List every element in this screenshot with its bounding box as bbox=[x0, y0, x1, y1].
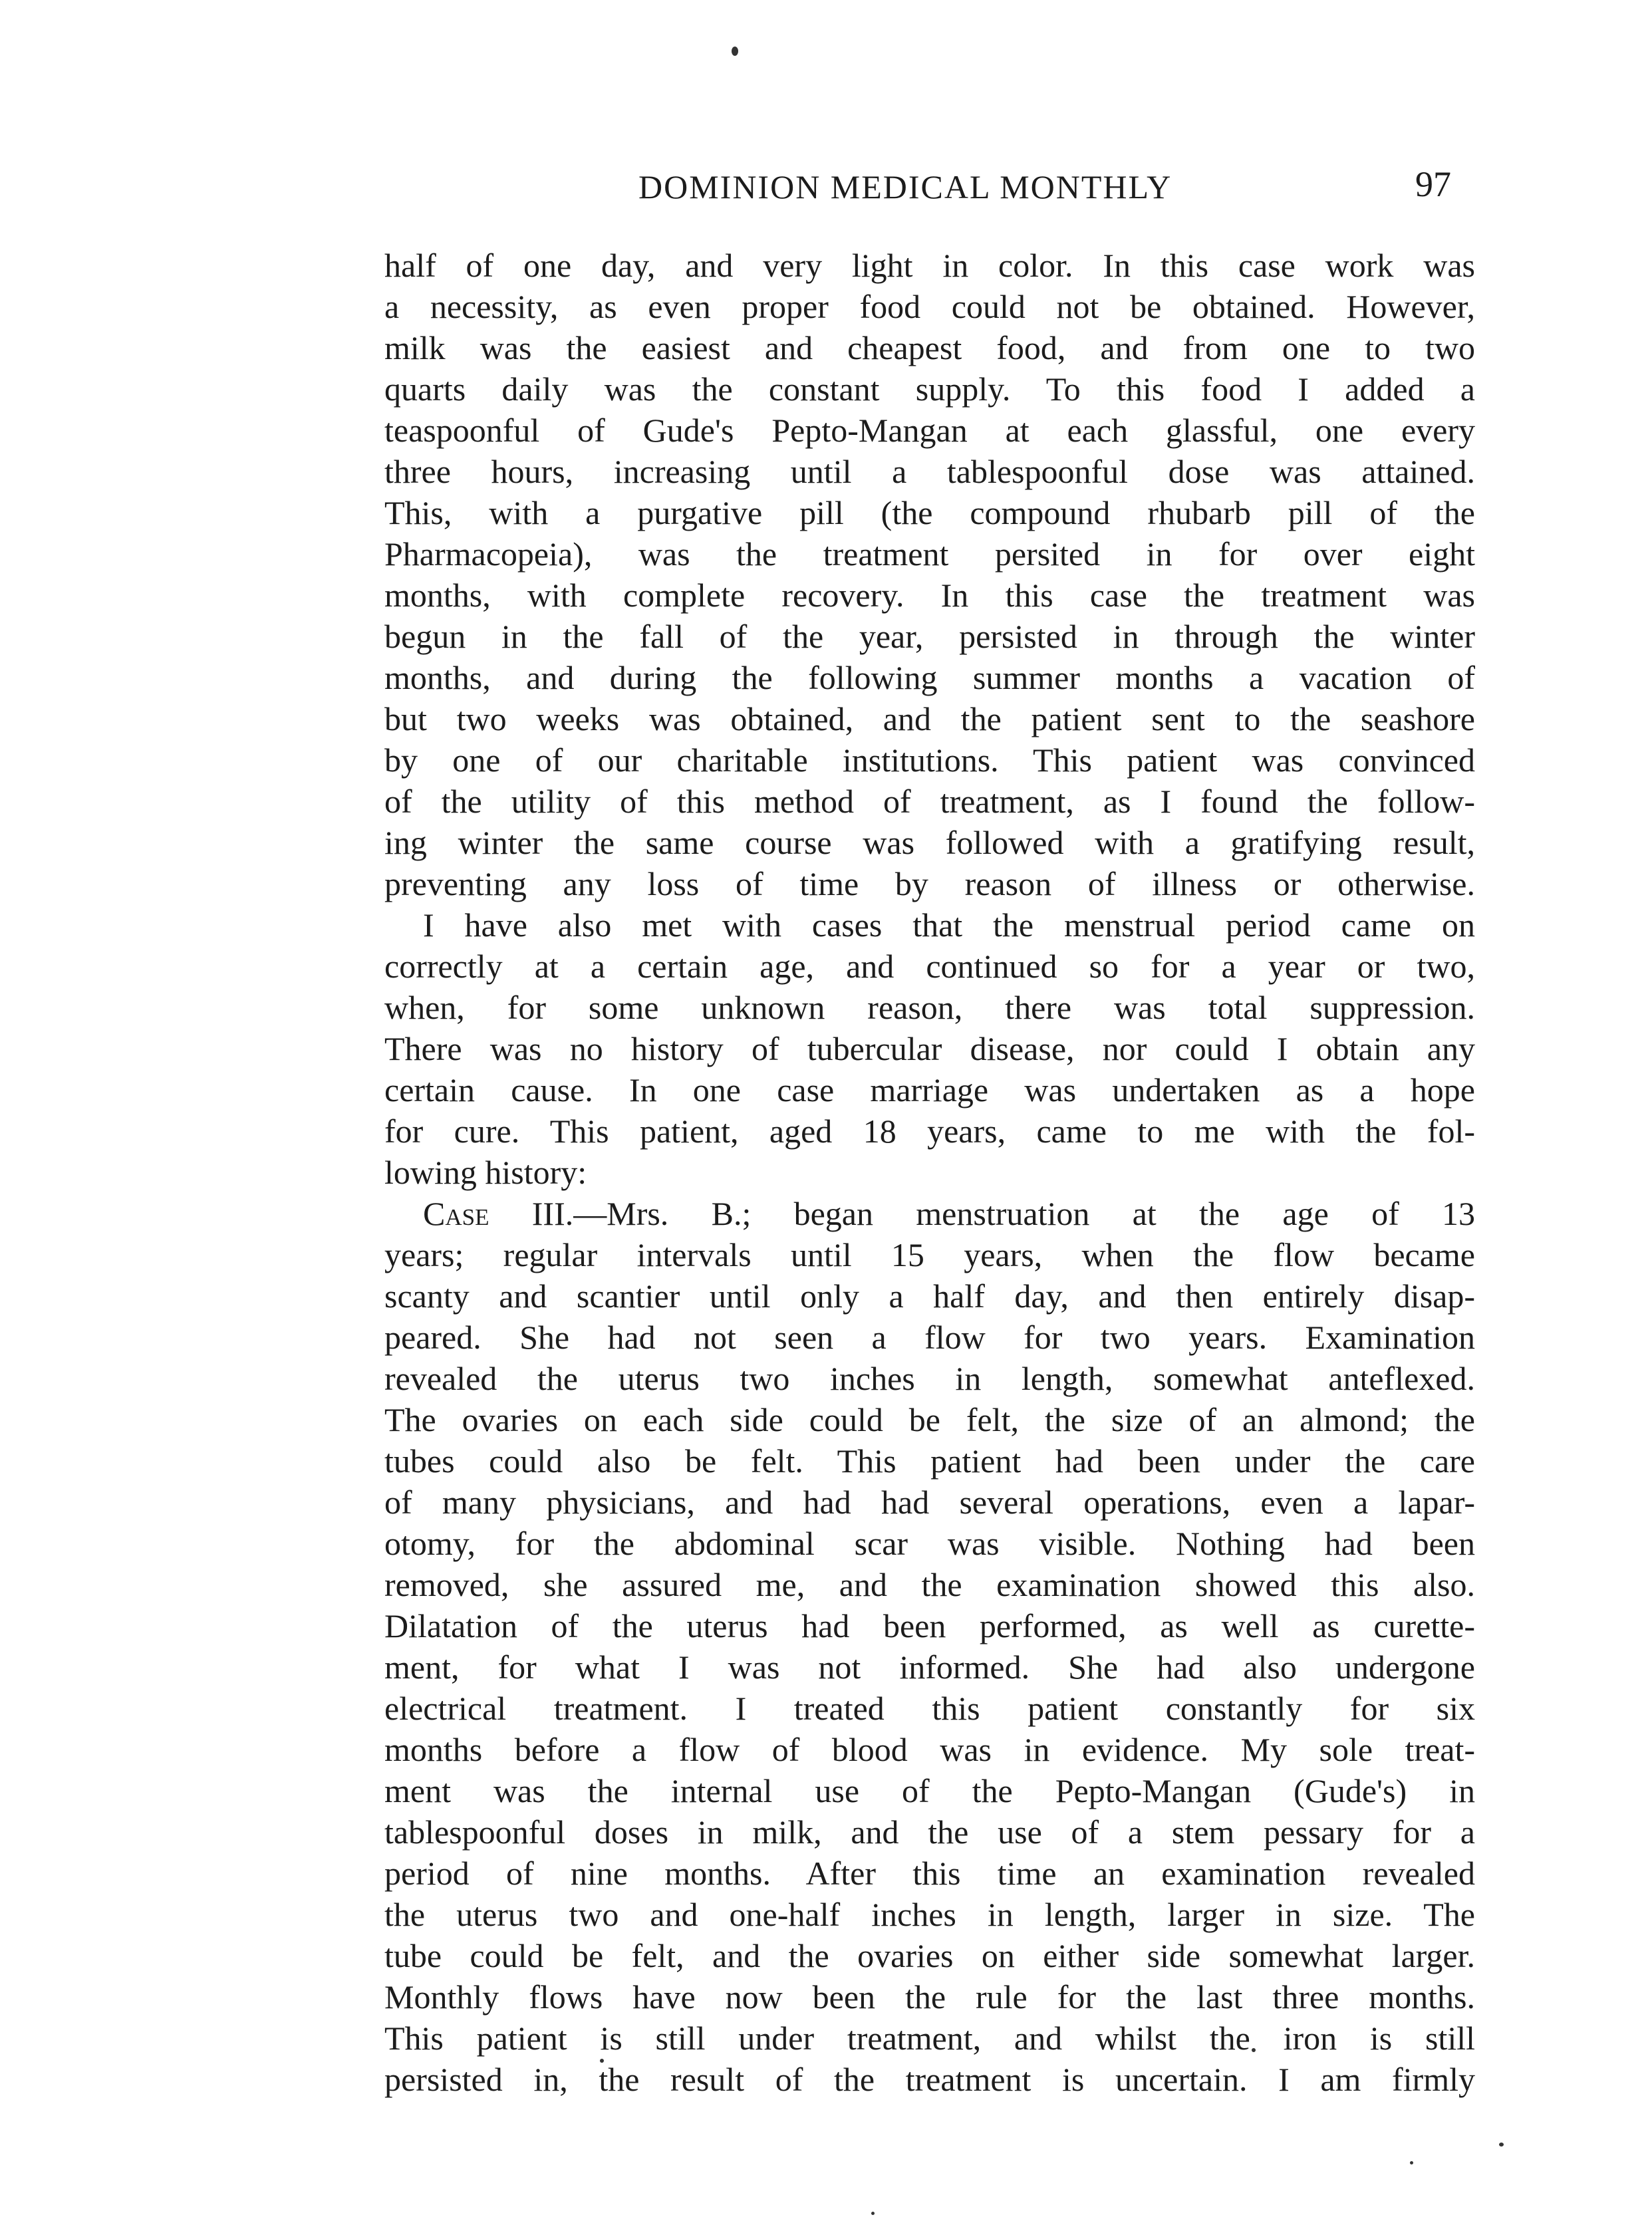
text-line: scanty and scantier until only a half day, and then entirely disap- bbox=[384, 1277, 1475, 1315]
text-line: lowing history: bbox=[384, 1154, 587, 1191]
ink-speck bbox=[1499, 2143, 1504, 2147]
text-line: quarts daily was the constant supply. To this food I added a bbox=[384, 370, 1475, 408]
text-line: ment was the internal use of the Pepto-Mangan (Gude's) in bbox=[384, 1772, 1475, 1809]
text-line: persisted in, the result of the treatment is uncertain. I am firmly bbox=[384, 2061, 1475, 2098]
running-title: DOMINION MEDICAL MONTHLY bbox=[638, 168, 1172, 205]
text-line: ing winter the same course was followed with a gratifying result, bbox=[384, 824, 1475, 861]
text-line: This, with a purgative pill (the compound rhubarb pill of the bbox=[384, 494, 1475, 531]
text-line: removed, she assured me, and the examination showed this also. bbox=[384, 1566, 1475, 1603]
text-line: when, for some unknown reason, there was total suppression. bbox=[384, 989, 1475, 1026]
text-line: tablespoonful doses in milk, and the use of a stem pessary for a bbox=[384, 1813, 1475, 1851]
text-line: months, and during the following summer months a vacation of bbox=[384, 659, 1475, 696]
text-line: months before a flow of blood was in evidence. My sole treat- bbox=[384, 1731, 1475, 1768]
ink-speck bbox=[871, 2212, 875, 2215]
text-line: of many physicians, and had had several operations, even a lapar- bbox=[384, 1484, 1475, 1521]
text-line: I have also met with cases that the menstrual period came on bbox=[423, 906, 1475, 944]
text-line: half of one day, and very light in color. In this case work was bbox=[384, 247, 1475, 284]
text-line: ment, for what I was not informed. She had also undergone bbox=[384, 1648, 1475, 1686]
ink-speck bbox=[732, 47, 738, 56]
text-line: certain cause. In one case marriage was undertaken as a hope bbox=[384, 1071, 1475, 1109]
text-line: begun in the fall of the year, persisted in through the winter bbox=[384, 618, 1475, 655]
text-line: This patient is still under treatment, and whilst the iron is still bbox=[384, 2020, 1475, 2057]
text-line: tube could be felt, and the ovaries on either side somewhat larger. bbox=[384, 1937, 1475, 1974]
case-label: Case bbox=[423, 1195, 489, 1232]
text-line: III.—Mrs. B.; began menstruation at the age of 13 bbox=[531, 1195, 1476, 1232]
text-line: the uterus two and one-half inches in length, larger in size. The bbox=[384, 1896, 1475, 1933]
text-line: electrical treatment. I treated this patient constantly for six bbox=[384, 1690, 1475, 1727]
text-line: Dilatation of the uterus had been performed, as well as curette- bbox=[384, 1607, 1475, 1644]
text-line: revealed the uterus two inches in length, somewhat anteflexed. bbox=[384, 1360, 1475, 1397]
text-line: a necessity, as even proper food could not be obtained. However, bbox=[384, 288, 1475, 325]
text-line: milk was the easiest and cheapest food, and from one to two bbox=[384, 329, 1475, 366]
case-heading-line bbox=[384, 1193, 1475, 1234]
text-line: period of nine months. After this time an examination revealed bbox=[384, 1855, 1475, 1892]
body-text bbox=[384, 245, 1475, 2100]
text-line: preventing any loss of time by reason of illness or otherwise. bbox=[384, 865, 1475, 902]
text-line: otomy, for the abdominal scar was visible. Nothing had been bbox=[384, 1525, 1475, 1562]
text-line: tubes could also be felt. This patient had been under the care bbox=[384, 1442, 1475, 1480]
text-line: There was no history of tubercular disease, nor could I obtain any bbox=[384, 1030, 1475, 1067]
text-line: Monthly flows have now been the rule for the last three months. bbox=[384, 1978, 1475, 2016]
text-line: but two weeks was obtained, and the patient sent to the seashore bbox=[384, 700, 1475, 737]
text-line: for cure. This patient, aged 18 years, came to me with the fol- bbox=[384, 1112, 1475, 1150]
text-line: months, with complete recovery. In this case the treatment was bbox=[384, 577, 1475, 614]
text-line: Pharmacopeia), was the treatment persited in for over eight bbox=[384, 535, 1475, 573]
text-line: teaspoonful of Gude's Pepto-Mangan at each glassful, one every bbox=[384, 412, 1475, 449]
text-line: of the utility of this method of treatment, as I found the follow- bbox=[384, 783, 1475, 820]
text-line: by one of our charitable institutions. This patient was convinced bbox=[384, 741, 1475, 779]
text-line: three hours, increasing until a tablespoonful dose was attained. bbox=[384, 453, 1475, 490]
ink-speck bbox=[1410, 2161, 1413, 2164]
text-line: years; regular intervals until 15 years, when the flow became bbox=[384, 1236, 1475, 1273]
text-line: correctly at a certain age, and continued so for a year or two, bbox=[384, 948, 1475, 985]
page-number: 97 bbox=[1415, 164, 1451, 204]
text-line: The ovaries on each side could be felt, the size of an almond; the bbox=[384, 1401, 1475, 1438]
text-line: peared. She had not seen a flow for two years. Examination bbox=[384, 1319, 1475, 1356]
